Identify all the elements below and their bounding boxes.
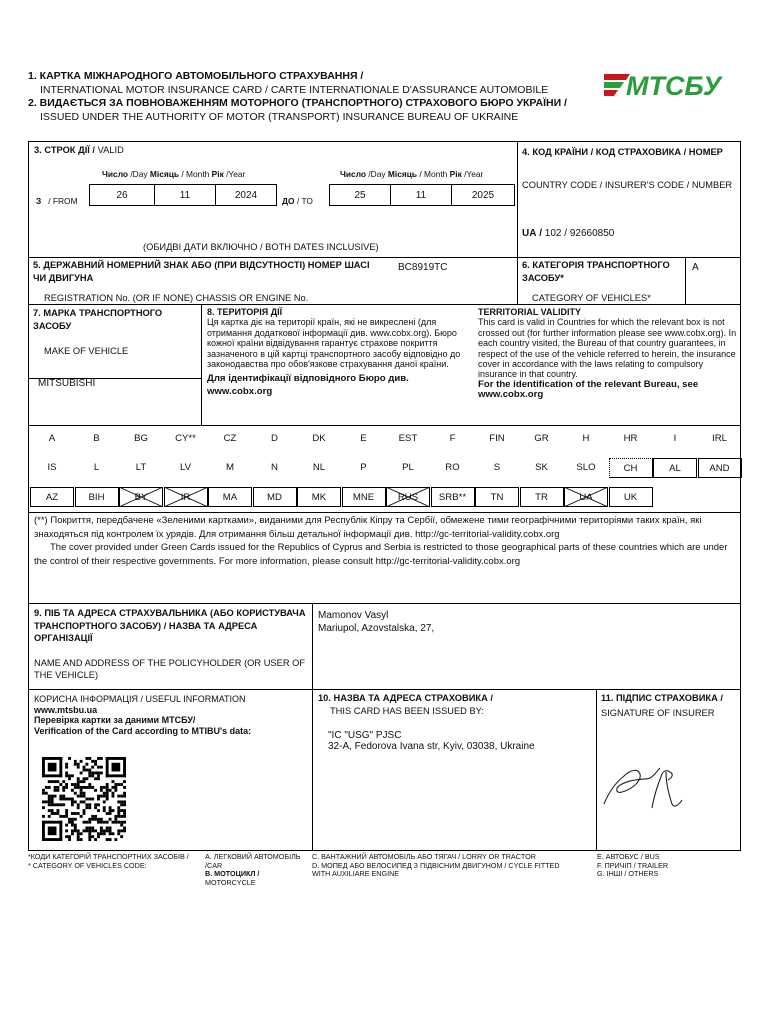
to-date-table: [329, 184, 515, 206]
insurer-signature: [600, 748, 690, 818]
country-ro: RO: [445, 462, 460, 473]
country-f: F: [449, 433, 456, 444]
insurer-subtitle: THIS CARD HAS BEEN ISSUED BY:: [330, 705, 484, 716]
policyholder-name: Mamonov Vasyl: [318, 610, 389, 621]
country-e: E: [360, 433, 367, 444]
from-date-header: Число /Day Місяць / Month Рік /Year: [102, 169, 246, 179]
category-subtitle: CATEGORY OF VEHICLES*: [532, 293, 651, 303]
cross-out-mark: [386, 487, 430, 507]
footer-c1b: * CATEGORY OF VEHICLES CODE:: [28, 860, 147, 870]
registration-value: BC8919TC: [398, 262, 448, 273]
from-year: 2024: [216, 185, 277, 206]
logo-text: МТСБУ: [626, 71, 722, 100]
policyholder-address: Mariupol, Azovstalska, 27,: [318, 623, 435, 634]
footer-c3b: D. МОПЕД АБО ВЕЛОСИПЕД З ПІДВІСНИМ ДВИГУНОМ / CYCLE FITTED: [312, 860, 560, 870]
country-nl: NL: [312, 462, 326, 473]
category-value: A: [692, 262, 699, 273]
country-h: H: [582, 433, 590, 444]
header-line3: 2. ВИДАЄТЬСЯ ЗА ПОВНОВАЖЕННЯМ МОТОРНОГО (ТРАНСПОРТНОГО) СТРАХОВОГО БЮРО УКРАЇНИ /: [28, 97, 567, 109]
insurer-address: 32-A, Fedorova Ivana str, Kyiv, 03038, Ukraine: [328, 741, 535, 752]
note-ua: (**) Покриття, передбачене «Зеленими картками», виданими для Республік Кіпру та Сербії, обмежене тими географічними територіями таких країн, які знаходяться під контролем їх урядів. Для отримання більш детальної інформації див. http://gc-territorial-validity.cobx.org: [34, 515, 702, 540]
insurer-name: "IC "USG" PJSC: [328, 729, 402, 741]
both-dates-inclusive: (ОБИДВІ ДАТИ ВКЛЮЧНО / BOTH DATES INCLUSIVE): [143, 242, 379, 252]
coverage-note: [34, 514, 738, 568]
footer-c4c: G. ІНШІ / OTHERS: [597, 869, 659, 879]
to-year: 2025: [452, 185, 515, 206]
country-dk: DK: [312, 433, 326, 444]
country-by: BY: [119, 487, 163, 507]
country-az: AZ: [30, 487, 74, 507]
country-a: A: [48, 433, 56, 444]
useful-site[interactable]: www.mtsbu.ua: [34, 704, 98, 715]
policyholder-value: [318, 609, 434, 635]
signature-title: 11. ПІДПИС СТРАХОВИКА /: [601, 693, 723, 703]
registration-subtitle: REGISTRATION No. (OR IF NONE) CHASSIS OR ENGINE No.: [44, 293, 309, 303]
country-gr: GR: [534, 433, 549, 444]
territory-en-text: This card is valid in Countries for which the relevant box is not crossed out (for further information please see www.cobx.org). In each country visited, the Bureau of that country guarantees, in respect of the use of the vehicle referred to herein, the insurance cover in accordance with the laws relating to compulsory insurance in that country.: [478, 317, 737, 380]
footer-c4a: E. АВТОБУС / BUS: [597, 852, 660, 861]
country-tr: TR: [520, 487, 564, 507]
country-est: EST: [398, 433, 418, 444]
category-divider: [685, 257, 686, 305]
country-lv: LV: [179, 462, 192, 473]
from-day: 26: [90, 185, 155, 206]
country-rus: RUS: [386, 487, 430, 507]
verification-qr-code[interactable]: [42, 757, 126, 841]
country-cz: CZ: [223, 433, 237, 444]
signature-subtitle: SIGNATURE OF INSURER: [601, 707, 715, 718]
country-irl: IRL: [712, 433, 727, 444]
make-value: MITSUBISHI: [38, 378, 96, 389]
make-subtitle: MAKE OF VEHICLE: [44, 346, 129, 356]
country-mne: MNE: [342, 487, 386, 507]
territory-en-bold: For the identification of the relevant Bureau, see www.cobx.org: [478, 378, 699, 401]
useful-info: [34, 694, 309, 736]
country-mk: MK: [297, 487, 341, 507]
country-hr: HR: [623, 433, 638, 444]
country-s: S: [493, 462, 501, 473]
territory-ua: [207, 307, 475, 398]
footer-col4: [597, 853, 737, 879]
country-b: B: [93, 433, 100, 444]
footer-c2a: А. ЛЕГКОВИЙ АВТОМОБІЛЬ: [205, 852, 301, 861]
footer-c3a: С. ВАНТАЖНИЙ АВТОМОБІЛЬ АБО ТЯГАЧ / LORRY OR TRACTOR: [312, 852, 536, 861]
footer-c1a: *КОДИ КАТЕГОРІЙ ТРАНСПОРТНИХ ЗАСОБІВ /: [28, 852, 189, 861]
country-srb: SRB**: [431, 487, 475, 507]
country-code-value: UA / 102 / 92660850: [522, 228, 615, 239]
footer-c4b: F. ПРИЧІП / TRAILER: [597, 860, 669, 870]
country-m: M: [226, 462, 234, 473]
header-line1: 1. КАРТКА МІЖНАРОДНОГО АВТОМОБІЛЬНОГО СТРАХУВАННЯ /: [28, 70, 364, 82]
to-day: 25: [330, 185, 391, 206]
territory-ua-bold: Для ідентифікації відповідного Бюро див. www.cobx.org: [207, 373, 409, 398]
territory-en: [478, 307, 738, 401]
country-pl: PL: [402, 462, 414, 473]
country-md: MD: [253, 487, 297, 507]
country-code-title: 4. КОД КРАЇНИ / КОД СТРАХОВИКА / НОМЕР: [522, 147, 723, 157]
footer-col2: [205, 853, 310, 887]
territory-title: 8. ТЕРИТОРІЯ ДІЇ: [207, 307, 283, 317]
from-date-table: [89, 184, 277, 206]
country-p: P: [360, 462, 367, 473]
country-lt: LT: [135, 462, 147, 473]
registration-title: 5. ДЕРЖАВНИЙ НОМЕРНИЙ ЗНАК АБО (ПРИ ВІДСУТНОСТІ) НОМЕР ШАСІ ЧИ ДВИГУНА: [33, 260, 370, 283]
country-d: D: [271, 433, 278, 444]
header-line4: ISSUED UNDER THE AUTHORITY OF MOTOR (TRANSPORT) INSURANCE BUREAU OF UKRAINE: [40, 110, 519, 123]
useful-title: КОРИСНА ІНФОРМАЦІЯ / USEFUL INFORMATION: [34, 694, 246, 704]
mtsbu-logo: [604, 70, 742, 100]
country-cy: CY**: [175, 433, 196, 444]
cross-out-mark: [164, 487, 208, 507]
country-code-subtitle: COUNTRY CODE / INSURER'S CODE / NUMBER: [522, 180, 733, 190]
country-is: IS: [47, 462, 57, 473]
from-month: 11: [155, 185, 216, 206]
country-tn: TN: [475, 487, 519, 507]
footer-c2b: /CAR: [205, 860, 223, 870]
cross-out-mark: [119, 487, 163, 507]
make-title: 7. МАРКА ТРАНСПОРТНОГО ЗАСОБУ: [33, 308, 163, 331]
country-fin: FIN: [489, 433, 505, 444]
useful-verify-ua: Перевірка картки за даними МТСБУ/: [34, 715, 196, 726]
country-sk: SK: [535, 462, 548, 473]
country-l: L: [93, 462, 100, 473]
country-ma: MA: [208, 487, 252, 507]
header-line2: INTERNATIONAL MOTOR INSURANCE CARD / CARTE INTERNATIONALE D'ASSURANCE AUTOMOBILE: [40, 83, 549, 96]
country-ir: IR: [164, 487, 208, 507]
footer-c2c: B. МОТОЦИКЛ /: [205, 869, 260, 879]
signature-info: [601, 692, 739, 719]
country-al: AL: [653, 458, 697, 478]
to-date-header: Число /Day Місяць / Month Рік /Year: [340, 169, 484, 179]
footer-c2d: MOTORCYCLE: [205, 877, 256, 887]
footer-col1: [28, 853, 203, 870]
from-label: З / FROM: [36, 196, 78, 206]
useful-verify-en: Verification of the Card according to MTIBU's data:: [34, 725, 252, 736]
territory-en-title: TERRITORIAL VALIDITY: [478, 307, 582, 317]
note-en: The cover provided under Green Cards issued for the Republics of Cyprus and Serbia is restricted to those geographical parts of these countries which are under the control of their respective governments. For more information, please consult http://gc-territorial-validity.cobx.org: [34, 542, 728, 567]
country-bih: BIH: [75, 487, 119, 507]
country-ua: UA: [564, 487, 608, 507]
to-month: 11: [391, 185, 452, 206]
policyholder-subtitle: NAME AND ADDRESS OF THE POLICYHOLDER (OR USER OF THE VEHICLE): [34, 658, 306, 680]
validity-title: 3. СТРОК ДІЇ / VALID: [34, 145, 124, 155]
card-header: [28, 70, 588, 124]
country-n: N: [271, 462, 278, 473]
cross-out-mark: [564, 487, 608, 507]
country-uk: UK: [609, 487, 653, 507]
country-code-box: [517, 141, 741, 258]
policyholder-title: 9. ПІБ ТА АДРЕСА СТРАХУВАЛЬНИКА (АБО КОРИСТУВАЧА ТРАНСПОРТНОГО ЗАСОБУ) / НАЗВА ТА АДРЕСА ОРГАНІЗАЦІЇ: [34, 608, 306, 643]
footer-c3c: WITH AUXILIARE ENGINE: [312, 869, 400, 879]
category-title: 6. КАТЕГОРІЯ ТРАНСПОРТНОГО ЗАСОБУ*: [522, 260, 670, 283]
country-slo: SLO: [576, 462, 596, 473]
country-ch: CH: [609, 458, 653, 478]
territory-ua-text: Ця картка діє на території країн, які не викреслені (для отримання додаткової інформації див. www.cobx.org). Бюро кожної країни відвідування гарантує страхове покриття зазначеного в цій картці транспортного засобу відповідно до законодавства про обов'язкове страхування даної країни.: [207, 317, 461, 370]
footer-col3: [312, 853, 594, 879]
country-and: AND: [698, 458, 742, 478]
country-bg: BG: [134, 433, 148, 444]
country-i: I: [673, 433, 677, 444]
insurer-title: 10. НАЗВА ТА АДРЕСА СТРАХОВИКА /: [318, 693, 493, 703]
insurer-info: [318, 692, 593, 753]
to-label: ДО / TO: [282, 196, 313, 206]
